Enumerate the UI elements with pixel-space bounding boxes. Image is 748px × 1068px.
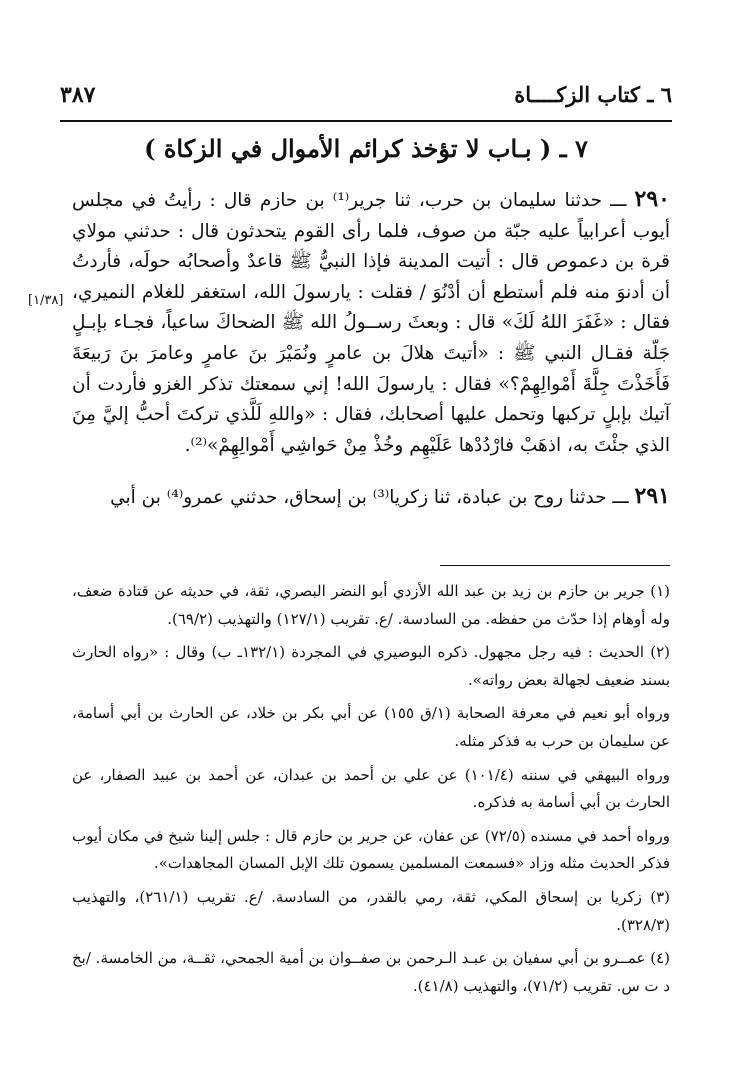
footnote: (٢) الحديث : فيه رجل مجهول. ذكره البوصيري في المجردة (١٣٢/١ـ ب) وقال : «رواه الحارث بسند ضعيف لجهالة بعض رواته». xyxy=(72,643,670,689)
hadith-290 xyxy=(72,184,670,461)
footnote: (٣) زكريا بن إسحاق المكي، ثقة، رمي بالقدر، من السادسة. /ع. تقريب (٢٦١/١)، والتهذيب (٣٢٨/٣). xyxy=(72,887,670,934)
hadith-number: ٢٩١ xyxy=(634,483,670,510)
hadith-number: ٢٩٠ xyxy=(634,186,670,212)
header-rule xyxy=(60,120,672,122)
footnote: ورواه أحمد في مسنده (٧٢/٥) عن عفان، عن جرير بن حازم قال : جلس إلينا شيخ في مكان أيوب فذكر الحديث مثله وزاد «فسمعت المسلمين يسمون تلك الإبل المسان المجاهدات». xyxy=(72,826,670,873)
footnotes xyxy=(72,578,670,1006)
page-number: ٣٨٧ xyxy=(60,82,96,108)
footnote: ورواه البيهقي في سننه (١٠١/٤) عن علي بن أحمد بن عبدان، عن أحمد بن عبيد الصفار، عن الحارث بن أبي أسامة به فذكره. xyxy=(72,765,670,812)
footnote: (٤) عمــرو بن أبي سفيان بن عبـد الـرحمن بن صفــوان بن أمية الجمحي، ثقــة، من الخامسة. /بخ د ت س. تقريب (٧١/٢)، والتهذيب (٤١/٨). xyxy=(72,949,670,995)
margin-note: [١/٣٨] xyxy=(28,293,64,308)
hadith-text: ـــ حدثنا روح بن عبادة، ثنا زكريا⁽³⁾ بن إسحاق، حدثني عمرو⁽⁴⁾ بن أبي xyxy=(110,487,629,509)
main-text xyxy=(72,184,670,514)
footnote: (١) جرير بن حازم بن زيد بن عبد الله الأزدي أبو النضر البصري، ثقة، في حديثه عن قتادة ضعف، وله أوهام إذا حدّث من حفظه. من السادسة. /ع. تقريب (١٢٧/١) والتهذيب (٦٩/٢). xyxy=(72,582,670,628)
footnote-rule xyxy=(440,565,670,566)
hadith-291 xyxy=(72,481,670,514)
page-header xyxy=(60,82,672,114)
chapter-title: ٧ ـ ( بـاب لا تؤخذ كرائم الأموال في الزكاة ) xyxy=(144,134,588,163)
hadith-text: ـــ حدثنا سليمان بن حرب، ثنا جرير⁽¹⁾ بن حازم قال : رأيتُ في مجلس أيوب أعرابياً عليه جبّة من صوف، فلما رأى القوم يتحدثون قال : حدثني مولاي قرة بن دعموص قال : أتيت المدينة فإذا النبيُّ ﷺ قاعدٌ وأصحابُه حولَه، فأردتُ أن أدنوَ منه فلم أستطع أن أدْنُوَ / فقلت : يارسولَ الله، استغفر للغلام النميري، فقال : «غَفَرَ اللهُ لَكَ» قال : وبعثَ رســولُ الله ﷺ الضحاكَ ساعياً، فجـاء بإبـلٍ جَلّة فقـال النبي ﷺ : «أتيتَ هلالَ بن عامرٍ ونُمَيْرَ بنَ عامرٍ وعامرَ بنَ رَبيعَةَ فَأَخَذْتَ جِلَّةَ أَمْوالِهِمْ؟» فقال : يارسولَ الله! إني سمعتك تذكر الغزو فأردت أن آتيك بإبلٍ تركبها وتحمل عليها أصحابك، فقال : «واللهِ لَلَّذي تركتَ أحبُّ إليَّ مِنَ الذي جئْتَ به، اذهَبْ فارْدُدْها عَلَيْهِم وخُذْ مِنْ حَواشِي أَمْوالِهِمْ»⁽²⁾. xyxy=(72,190,670,456)
book-title: ٦ ـ كتاب الزكــــاة xyxy=(514,82,672,107)
footnote: ورواه أبو نعيم في معرفة الصحابة (١/ق ١٥٥) عن أبي بكر بن خلاد، عن الحارث بن أبي أسامة، عن سليمان بن حرب به فذكر مثله. xyxy=(72,704,670,750)
